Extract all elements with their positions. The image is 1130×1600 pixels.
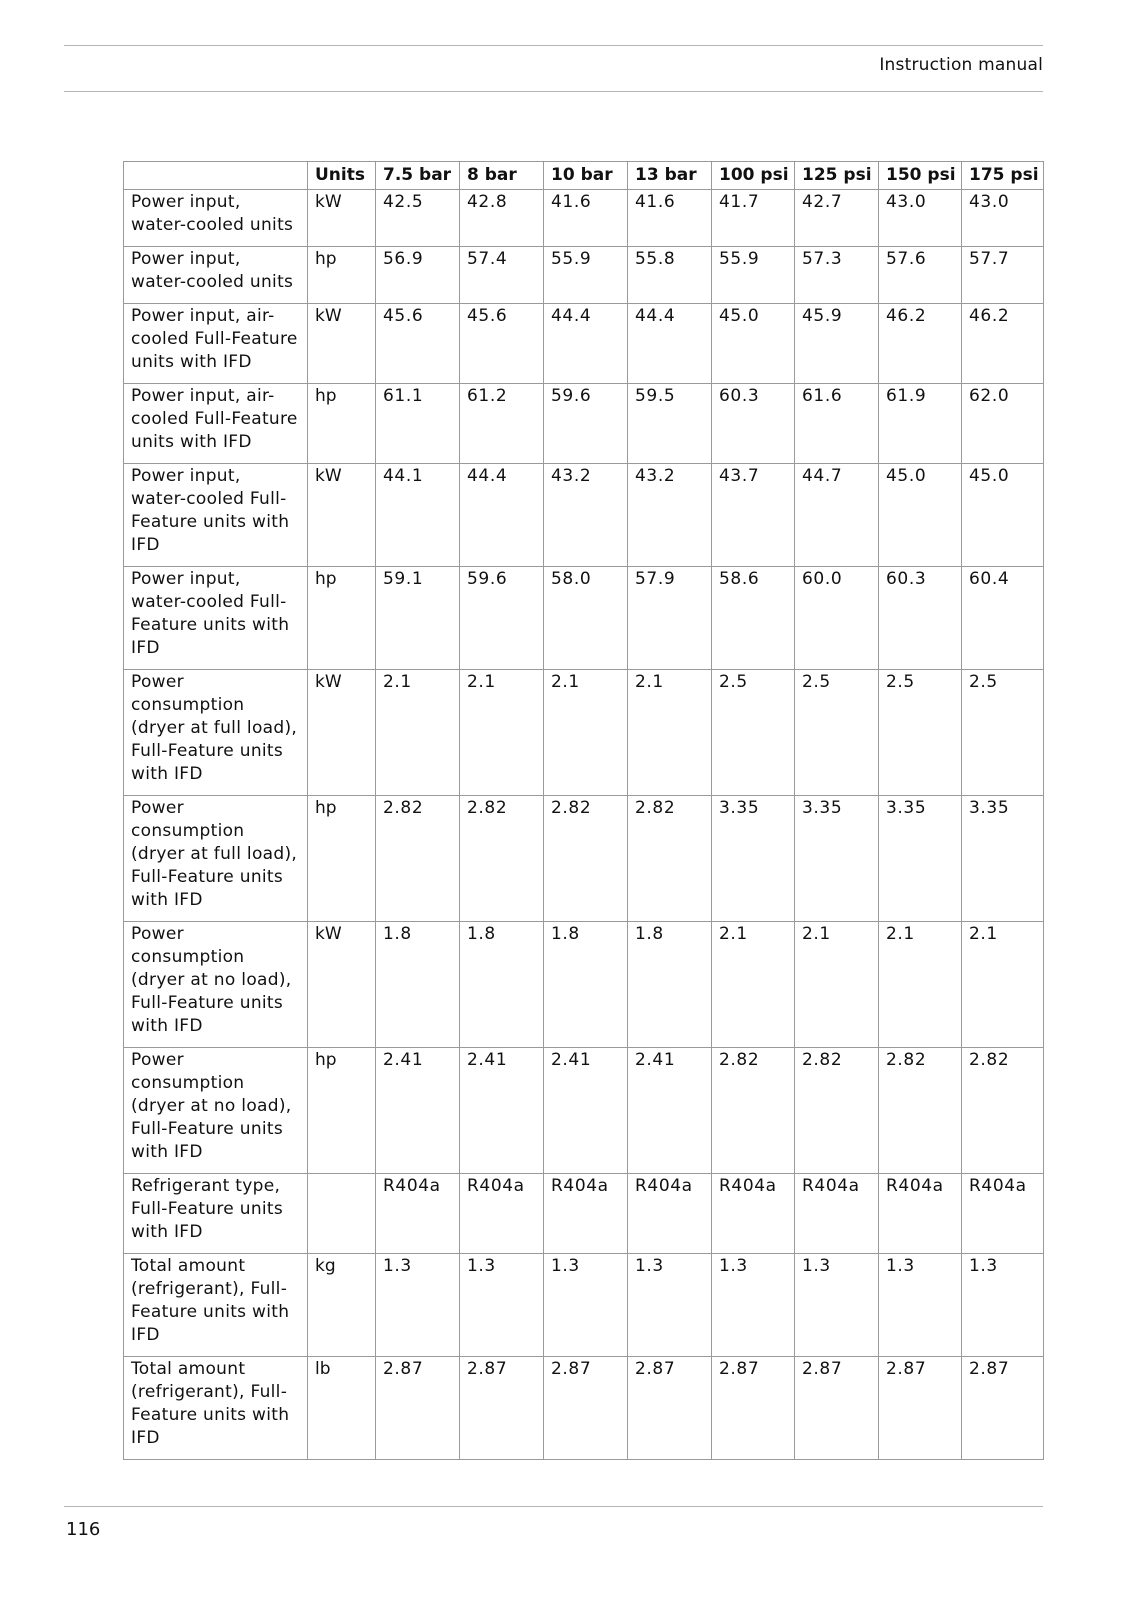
table-cell: 2.87 bbox=[544, 1357, 628, 1460]
table-cell: 2.1 bbox=[795, 922, 879, 1048]
table-cell: 2.1 bbox=[628, 670, 712, 796]
row-label: Power consumption (dryer at no load), Full-Feature units with IFD bbox=[124, 922, 308, 1048]
table-cell: 62.0 bbox=[962, 384, 1044, 464]
table-cell: 45.0 bbox=[879, 464, 962, 567]
column-header: 125 psi bbox=[795, 162, 879, 190]
table-cell: 45.6 bbox=[460, 304, 544, 384]
table-cell: 2.41 bbox=[376, 1048, 460, 1174]
table-cell: 2.1 bbox=[544, 670, 628, 796]
table-cell: 41.6 bbox=[628, 190, 712, 247]
row-unit: kW bbox=[308, 304, 376, 384]
page-number: 116 bbox=[66, 1519, 101, 1540]
row-label: Power consumption (dryer at full load), Full-Feature units with IFD bbox=[124, 670, 308, 796]
table-cell: 44.4 bbox=[544, 304, 628, 384]
table-cell: 1.8 bbox=[544, 922, 628, 1048]
table-row bbox=[124, 304, 1044, 384]
row-unit: kg bbox=[308, 1254, 376, 1357]
table-cell: 46.2 bbox=[879, 304, 962, 384]
table-cell: 2.5 bbox=[795, 670, 879, 796]
table-cell: 2.82 bbox=[712, 1048, 795, 1174]
table-cell: 57.7 bbox=[962, 247, 1044, 304]
table-cell: 57.9 bbox=[628, 567, 712, 670]
row-unit: hp bbox=[308, 247, 376, 304]
row-label: Power consumption (dryer at no load), Full-Feature units with IFD bbox=[124, 1048, 308, 1174]
row-unit: lb bbox=[308, 1357, 376, 1460]
column-header: Units bbox=[308, 162, 376, 190]
table-cell: 2.82 bbox=[962, 1048, 1044, 1174]
row-unit bbox=[308, 1174, 376, 1254]
table-cell: 56.9 bbox=[376, 247, 460, 304]
table-row bbox=[124, 247, 1044, 304]
table-cell: 2.1 bbox=[879, 922, 962, 1048]
row-label: Power input, water-cooled units bbox=[124, 190, 308, 247]
table-cell: 3.35 bbox=[712, 796, 795, 922]
column-header: 8 bar bbox=[460, 162, 544, 190]
table-cell: 59.6 bbox=[544, 384, 628, 464]
table-cell: 60.4 bbox=[962, 567, 1044, 670]
table-cell: 1.3 bbox=[879, 1254, 962, 1357]
table-cell: 43.2 bbox=[628, 464, 712, 567]
table-cell: 2.1 bbox=[712, 922, 795, 1048]
row-label: Power consumption (dryer at full load), Full-Feature units with IFD bbox=[124, 796, 308, 922]
column-header: 13 bar bbox=[628, 162, 712, 190]
table-cell: R404a bbox=[795, 1174, 879, 1254]
table-cell: 2.87 bbox=[376, 1357, 460, 1460]
row-label: Power input, water-cooled Full-Feature units with IFD bbox=[124, 567, 308, 670]
table-cell: 1.3 bbox=[460, 1254, 544, 1357]
table-cell: 1.3 bbox=[544, 1254, 628, 1357]
table-cell: 1.3 bbox=[628, 1254, 712, 1357]
table-cell: 1.3 bbox=[712, 1254, 795, 1357]
row-unit: kW bbox=[308, 670, 376, 796]
table-cell: 44.7 bbox=[795, 464, 879, 567]
table-cell: 2.5 bbox=[879, 670, 962, 796]
table-cell: 60.3 bbox=[879, 567, 962, 670]
table-row bbox=[124, 1174, 1044, 1254]
table-cell: 45.6 bbox=[376, 304, 460, 384]
table-header-row bbox=[124, 162, 1044, 190]
table-cell: 57.4 bbox=[460, 247, 544, 304]
table-cell: 2.82 bbox=[376, 796, 460, 922]
header-title: Instruction manual bbox=[879, 55, 1043, 75]
table-cell: 2.87 bbox=[795, 1357, 879, 1460]
table-cell: 57.6 bbox=[879, 247, 962, 304]
table-row bbox=[124, 670, 1044, 796]
header-rule-bottom bbox=[64, 91, 1043, 92]
table-cell: R404a bbox=[712, 1174, 795, 1254]
table-cell: 3.35 bbox=[795, 796, 879, 922]
table-cell: 2.87 bbox=[712, 1357, 795, 1460]
table-cell: 44.4 bbox=[628, 304, 712, 384]
table-cell: R404a bbox=[628, 1174, 712, 1254]
header-rule-top bbox=[64, 45, 1043, 46]
table-cell: 44.1 bbox=[376, 464, 460, 567]
table-cell: 2.87 bbox=[962, 1357, 1044, 1460]
table-cell: 59.1 bbox=[376, 567, 460, 670]
table-cell: 2.1 bbox=[376, 670, 460, 796]
table-cell: 3.35 bbox=[879, 796, 962, 922]
table-cell: 2.82 bbox=[460, 796, 544, 922]
table-cell: 46.2 bbox=[962, 304, 1044, 384]
table-cell: R404a bbox=[376, 1174, 460, 1254]
table-cell: 2.1 bbox=[962, 922, 1044, 1048]
table-cell: 45.0 bbox=[962, 464, 1044, 567]
table-row bbox=[124, 1048, 1044, 1174]
table-cell: 55.9 bbox=[712, 247, 795, 304]
table-cell: 43.2 bbox=[544, 464, 628, 567]
table-cell: 2.82 bbox=[544, 796, 628, 922]
table-cell: 2.87 bbox=[879, 1357, 962, 1460]
table-cell: 57.3 bbox=[795, 247, 879, 304]
table-row bbox=[124, 384, 1044, 464]
table-cell: 3.35 bbox=[962, 796, 1044, 922]
table-cell: 1.3 bbox=[962, 1254, 1044, 1357]
table-cell: 2.82 bbox=[795, 1048, 879, 1174]
table-cell: 44.4 bbox=[460, 464, 544, 567]
table-cell: 45.9 bbox=[795, 304, 879, 384]
row-label: Power input, water-cooled Full-Feature units with IFD bbox=[124, 464, 308, 567]
row-unit: kW bbox=[308, 922, 376, 1048]
table-cell: 55.8 bbox=[628, 247, 712, 304]
table-cell: 42.8 bbox=[460, 190, 544, 247]
table-cell: 41.7 bbox=[712, 190, 795, 247]
table-cell: 43.0 bbox=[962, 190, 1044, 247]
table-row bbox=[124, 567, 1044, 670]
table-cell: 61.9 bbox=[879, 384, 962, 464]
column-header: 100 psi bbox=[712, 162, 795, 190]
row-label: Total amount (refrigerant), Full-Feature units with IFD bbox=[124, 1357, 308, 1460]
row-unit: kW bbox=[308, 190, 376, 247]
table-cell: 61.1 bbox=[376, 384, 460, 464]
table-row bbox=[124, 1254, 1044, 1357]
table-cell: 42.7 bbox=[795, 190, 879, 247]
table-cell: 2.5 bbox=[962, 670, 1044, 796]
footer-rule bbox=[64, 1506, 1043, 1507]
table-cell: 60.0 bbox=[795, 567, 879, 670]
column-header: 10 bar bbox=[544, 162, 628, 190]
table-cell: 58.6 bbox=[712, 567, 795, 670]
table-cell: R404a bbox=[460, 1174, 544, 1254]
table-cell: 42.5 bbox=[376, 190, 460, 247]
table-cell: 59.6 bbox=[460, 567, 544, 670]
table-cell: 61.2 bbox=[460, 384, 544, 464]
table-cell: 41.6 bbox=[544, 190, 628, 247]
table-cell: 1.3 bbox=[376, 1254, 460, 1357]
table-cell: 2.87 bbox=[628, 1357, 712, 1460]
row-label: Refrigerant type, Full-Feature units with IFD bbox=[124, 1174, 308, 1254]
table-cell: 2.41 bbox=[628, 1048, 712, 1174]
column-header bbox=[124, 162, 308, 190]
table-row bbox=[124, 464, 1044, 567]
row-unit: hp bbox=[308, 796, 376, 922]
row-label: Power input, air-cooled Full-Feature units with IFD bbox=[124, 384, 308, 464]
column-header: 150 psi bbox=[879, 162, 962, 190]
table-row bbox=[124, 1357, 1044, 1460]
row-label: Power input, water-cooled units bbox=[124, 247, 308, 304]
table-cell: R404a bbox=[879, 1174, 962, 1254]
table-row bbox=[124, 190, 1044, 247]
row-unit: hp bbox=[308, 384, 376, 464]
row-label: Power input, air-cooled Full-Feature units with IFD bbox=[124, 304, 308, 384]
row-unit: kW bbox=[308, 464, 376, 567]
table-cell: 2.41 bbox=[460, 1048, 544, 1174]
table-cell: 1.8 bbox=[376, 922, 460, 1048]
table-cell: 55.9 bbox=[544, 247, 628, 304]
table-cell: 59.5 bbox=[628, 384, 712, 464]
table-cell: 2.82 bbox=[628, 796, 712, 922]
table-cell: 2.82 bbox=[879, 1048, 962, 1174]
column-header: 7.5 bar bbox=[376, 162, 460, 190]
table-cell: 58.0 bbox=[544, 567, 628, 670]
table-cell: 2.87 bbox=[460, 1357, 544, 1460]
table-cell: 61.6 bbox=[795, 384, 879, 464]
table-row bbox=[124, 922, 1044, 1048]
column-header: 175 psi bbox=[962, 162, 1044, 190]
row-label: Total amount (refrigerant), Full-Feature units with IFD bbox=[124, 1254, 308, 1357]
table-cell: 1.3 bbox=[795, 1254, 879, 1357]
table-cell: 43.7 bbox=[712, 464, 795, 567]
table-body bbox=[124, 190, 1044, 1460]
table-cell: 2.1 bbox=[460, 670, 544, 796]
row-unit: hp bbox=[308, 567, 376, 670]
table-cell: 2.41 bbox=[544, 1048, 628, 1174]
table-cell: 45.0 bbox=[712, 304, 795, 384]
table-cell: 60.3 bbox=[712, 384, 795, 464]
table-cell: 1.8 bbox=[628, 922, 712, 1048]
table-cell: R404a bbox=[544, 1174, 628, 1254]
specifications-table bbox=[123, 161, 1044, 1460]
table-cell: R404a bbox=[962, 1174, 1044, 1254]
table-row bbox=[124, 796, 1044, 922]
row-unit: hp bbox=[308, 1048, 376, 1174]
table-cell: 2.5 bbox=[712, 670, 795, 796]
table-cell: 43.0 bbox=[879, 190, 962, 247]
table-cell: 1.8 bbox=[460, 922, 544, 1048]
